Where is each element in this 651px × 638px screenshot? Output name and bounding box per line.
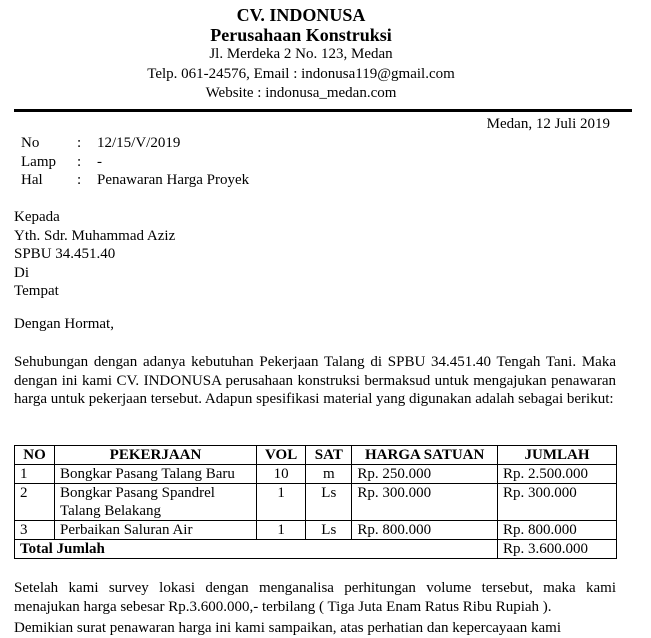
cell-sat: m	[306, 465, 352, 484]
header-no: NO	[15, 446, 55, 465]
cell-sat: Ls	[306, 521, 352, 540]
meta-no-value: 12/15/V/2019	[97, 135, 181, 151]
table-row	[15, 465, 617, 484]
company-address: Jl. Merdeka 2 No. 123, Medan	[209, 46, 393, 62]
recipient-org: SPBU 34.451.40	[14, 246, 116, 262]
cell-job: Perbaikan Saluran Air	[54, 521, 256, 540]
cell-job: Bongkar Pasang Talang Baru	[54, 465, 256, 484]
cell-sat: Ls	[306, 484, 352, 521]
intro-paragraph: Sehubungan dengan adanya kebutuhan Pekerjaan Talang di SPBU 34.451.40 Tengah Tani. Maka dengan ini kami CV. INDONUSA perusahaan konstruksi bermaksud untuk mengajukan penawaran harga untuk pekerjaan tersebut. Adapun spesifikasi material yang digunakan adalah sebagai berikut:	[14, 354, 616, 407]
total-value: Rp. 3.600.000	[498, 540, 617, 559]
header-total: JUMLAH	[498, 446, 617, 465]
table-row	[15, 484, 617, 521]
meta-row-no	[21, 134, 249, 153]
header-vol: VOL	[257, 446, 306, 465]
specification-table	[14, 445, 617, 559]
letterhead-divider	[14, 109, 632, 112]
table-header-row	[15, 446, 617, 465]
company-contact: Telp. 061-24576, Email : indonusa119@gmail.com	[147, 65, 455, 82]
cell-no: 1	[15, 465, 55, 484]
recipient-line: Kepada	[14, 209, 60, 225]
final-paragraph: Demikian surat penawaran harga ini kami sampaikan, atas perhatian dan kepercayaan kami	[14, 620, 561, 636]
recipient-name: Yth. Sdr. Muhammad Aziz	[14, 227, 176, 244]
meta-colon: :	[77, 172, 82, 188]
meta-row-hal	[21, 171, 249, 190]
header-job: PEKERJAAN	[54, 446, 256, 465]
meta-row-lamp	[21, 153, 249, 172]
letter-date: Medan, 12 Juli 2019	[486, 116, 610, 132]
meta-lamp-label: Lamp	[21, 153, 56, 170]
closing-paragraph: Setelah kami survey lokasi dengan menganalisa perhitungan volume tersebut, maka kami menajukan harga sebesar Rp.3.600.000,- terbilang ( Tiga Juta Enam Ratus Ribu Rupiah ).	[14, 580, 616, 615]
recipient-line: Tempat	[14, 283, 59, 299]
header-price: HARGA SATUAN	[352, 446, 498, 465]
company-website: Website : indonusa_medan.com	[205, 85, 397, 101]
company-name: CV. INDONUSA	[236, 5, 366, 25]
cell-price: Rp. 250.000	[352, 465, 498, 484]
recipient-line: Di	[14, 264, 29, 281]
recipient-block	[14, 208, 175, 301]
company-type: Perusahaan Konstruksi	[210, 24, 392, 45]
cell-vol: 1	[257, 521, 306, 540]
cell-vol: 10	[257, 465, 306, 484]
cell-price: Rp. 300.000	[352, 484, 498, 521]
cell-job: Bongkar Pasang Spandrel Talang Belakang	[54, 484, 256, 521]
cell-no: 3	[15, 521, 55, 540]
meta-lamp-value: -	[97, 153, 102, 170]
meta-colon: :	[77, 153, 82, 170]
cell-total: Rp. 2.500.000	[498, 465, 617, 484]
table-total-row	[15, 540, 617, 559]
meta-no-label: No	[21, 135, 40, 151]
meta-hal-value: Penawaran Harga Proyek	[97, 172, 250, 188]
cell-vol: 1	[257, 484, 306, 521]
header-sat: SAT	[306, 446, 352, 465]
cell-price: Rp. 800.000	[352, 521, 498, 540]
meta-hal-label: Hal	[21, 172, 43, 188]
letterhead	[0, 6, 602, 104]
table-row	[15, 521, 617, 540]
letter-meta	[21, 134, 249, 190]
cell-no: 2	[15, 484, 55, 521]
greeting: Dengan Hormat,	[14, 316, 114, 332]
total-label: Total Jumlah	[15, 540, 498, 559]
cell-total: Rp. 300.000	[498, 484, 617, 521]
cell-total: Rp. 800.000	[498, 521, 617, 540]
meta-colon: :	[77, 135, 82, 151]
